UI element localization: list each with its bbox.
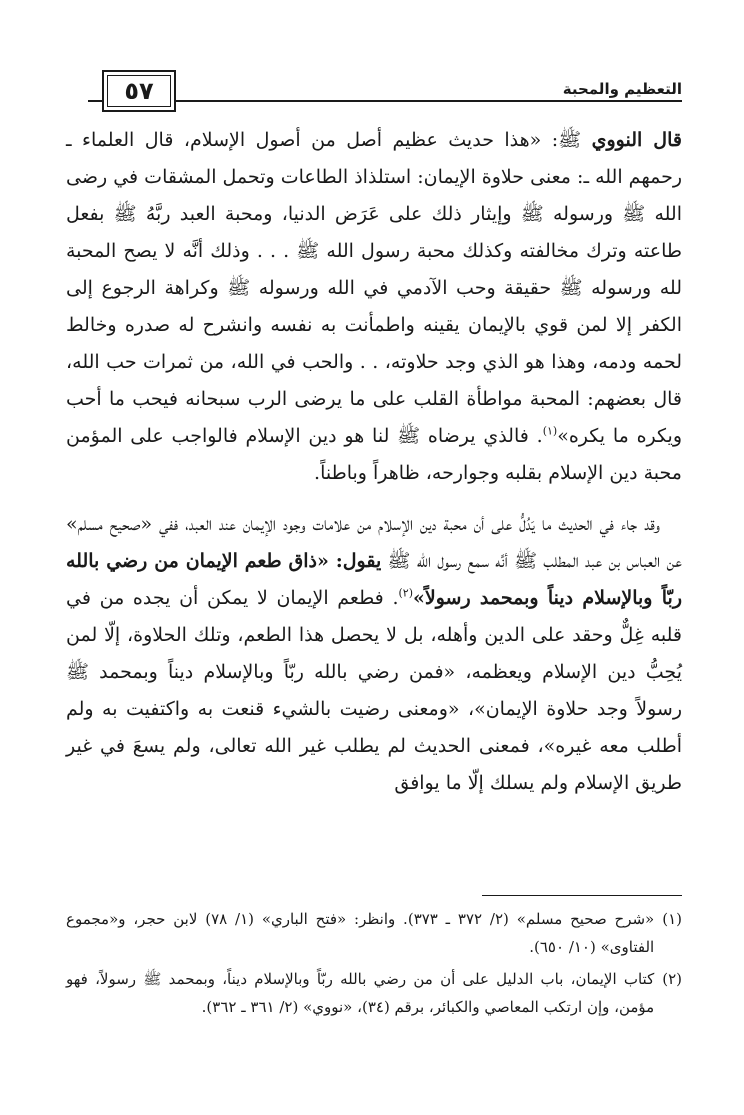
footnote-text: «شرح صحيح مسلم» (٢/ ٣٧٢ ـ ٣٧٣). وانظر: «فتح الباري» (١/ ٧٨) لابن حجر، و«مجموع الفتاوى» (١٠/ ٦٥٠). <box>66 910 655 956</box>
paragraph-text: . فطعم الإيمان لا يمكن أن يجده من في قلبه غِلٌّ وحقد على الدين وأهله، بل لا يحصل هذا الطعم، وتلك الحلاوة، إلّا لمن يُحِبُّ دين الإسلام ويعظمه، «فمن رضي بالله ربّاً وبالإسلام ديناً وبمحمد ﷺ رسولاً وجد حلاوة الإيمان»، «ومعنى رضيت بالشيء قنعت به واكتفيت به ولم أطلب معه غيره»، فمعنى الحديث لم يطلب غير الله تعالى، ولم يسعَ في غير طريق الإسلام ولم يسلك إلّا ما يوافق <box>66 587 682 794</box>
paragraph-text: . فالذي يرضاه ﷺ لنا هو دين الإسلام فالواجب على المؤمن محبة دين الإسلام بقلبه وجوارحه، ظاهراً وباطناً. <box>66 425 682 484</box>
footnote-number: (٢) <box>662 970 682 988</box>
footnote-ref-2: (٢) <box>398 586 414 600</box>
paragraph-lead: قال النووي <box>591 129 682 151</box>
footnote-text: كتاب الإيمان، باب الدليل على أن من رضي بالله ربّاً وبالإسلام ديناً، وبمحمد ﷺ رسولاً، فهو مؤمن، وإن ارتكب المعاصي والكبائر، برقم (٣٤)، «نووي» (٢/ ٣٦١ ـ ٣٦٢). <box>66 970 655 1016</box>
footnote-ref-1: (١) <box>542 424 558 438</box>
page-number: ٥٧ <box>107 75 171 107</box>
header-rule <box>88 100 682 102</box>
paragraph-2 <box>66 506 682 802</box>
footnote-separator <box>482 895 682 896</box>
page-number-box <box>102 70 176 112</box>
footnote-number: (١) <box>662 910 682 928</box>
footnotes <box>66 905 682 1025</box>
main-text <box>66 122 682 802</box>
paragraph-text: ﷺ: «هذا حديث عظيم أصل من أصول الإسلام، قال العلماء ـ رحمهم الله ـ: معنى حلاوة الإيمان: استلذاذ الطاعات وتحمل المشقات في رضى الله ﷺ ورسوله ﷺ وإيثار ذلك على عَرَض الدنيا، ومحبة العبد ربَّهُ ﷺ بفعل طاعته وترك مخالفته وكذلك محبة رسول الله ﷺ . . . وذلك أنَّه لا يصح المحبة لله ورسوله ﷺ حقيقة وحب الآدمي في الله ورسوله ﷺ وكراهة الرجوع إلى الكفر إلا لمن قوي بالإيمان يقينه واطمأنت به نفسه وانشرح له صدره وخالط لحمه ودمه، وهذا هو الذي وجد حلاوته، . . والحب في الله، من ثمرات حب الله، قال بعضهم: المحبة مواطأة القلب على ما يرضى الرب سبحانه فيحب ما أحب ويكره ما يكره» <box>66 129 682 447</box>
paragraph-1 <box>66 122 682 492</box>
paragraph-text: وقد جاء في الحديث ما يَدُلُّ على أن محبة دين الإسلام من علامات وجود الإيمان عند العبد، ففي «صحيح مسلم» عن العباس بن عبد المطلب ﷺ أنَّه سمع رسول الله ﷺ <box>66 513 682 572</box>
footnote-2 <box>66 965 682 1021</box>
footnote-1 <box>66 905 682 961</box>
hadith-quote: يقول: «ذاق طعم الإيمان من رضي بالله ربّاً وبالإسلام ديناً وبمحمد رسولاً» <box>66 550 682 609</box>
running-title: التعظيم والمحبة <box>562 80 682 98</box>
page-header <box>88 62 682 110</box>
